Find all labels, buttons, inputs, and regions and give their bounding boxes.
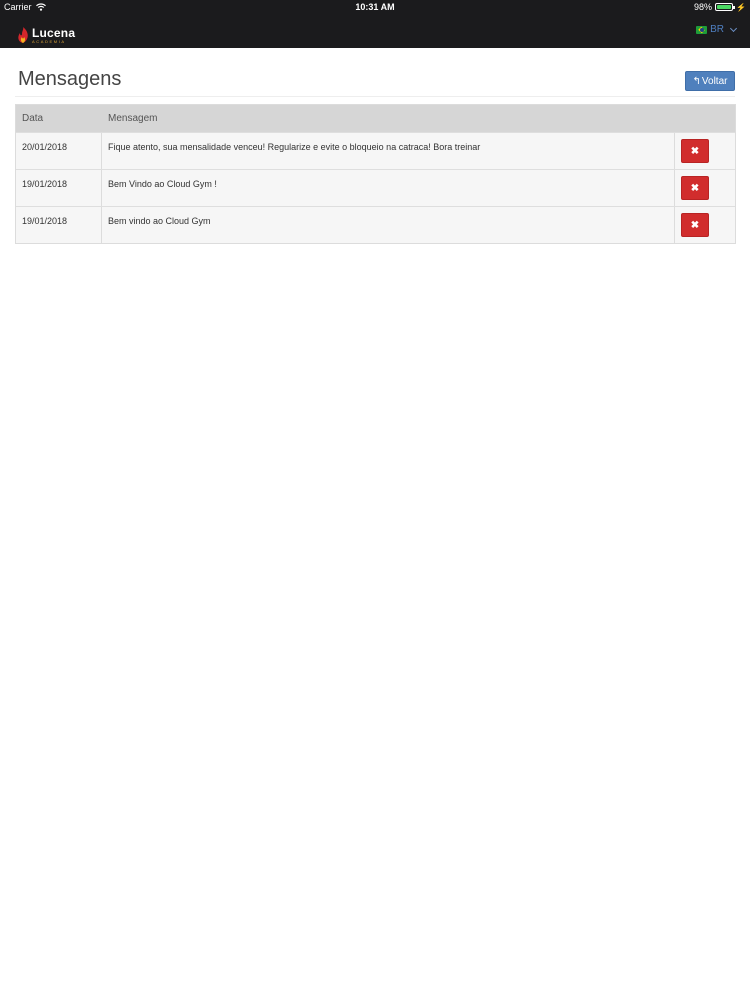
- column-header-message: Mensagem: [108, 113, 158, 124]
- table-row: [16, 169, 735, 206]
- column-header-actions: [675, 105, 735, 132]
- divider: [15, 96, 735, 97]
- carrier-label: Carrier: [4, 2, 32, 12]
- back-button-label: Voltar: [701, 75, 728, 87]
- row-message: Fique atento, sua mensalidade venceu! Regularize e evite o bloqueio na catraca! Bora treinar: [102, 133, 675, 169]
- status-time: 10:31 AM: [355, 2, 395, 12]
- battery-percent: 98%: [694, 2, 713, 12]
- column-header-date: Data: [22, 113, 44, 124]
- battery-icon: [715, 3, 733, 11]
- times-icon: ✖: [690, 145, 700, 157]
- back-button[interactable]: [685, 71, 735, 91]
- battery-group: [694, 2, 746, 12]
- brazil-flag-icon: [696, 26, 707, 34]
- row-date: 19/01/2018: [16, 170, 102, 206]
- row-date: 20/01/2018: [16, 133, 102, 169]
- row-actions: [675, 207, 735, 243]
- row-date: 19/01/2018: [16, 207, 102, 243]
- language-selector[interactable]: [696, 24, 736, 35]
- table-row: [16, 206, 735, 243]
- status-bar: [0, 0, 750, 14]
- language-label: BR: [710, 24, 724, 35]
- flame-logo-icon: [16, 26, 30, 44]
- row-actions: [675, 133, 735, 169]
- row-actions: [675, 170, 735, 206]
- reply-arrow-icon: ↰: [692, 75, 701, 87]
- charging-icon: ⚡: [736, 2, 746, 12]
- delete-button[interactable]: [681, 213, 709, 237]
- times-icon: ✖: [690, 182, 700, 194]
- logo: [16, 26, 75, 44]
- chevron-down-icon: [730, 24, 737, 31]
- delete-button[interactable]: [681, 139, 709, 163]
- logo-name: Lucena: [32, 25, 76, 40]
- logo-subtitle: ACADEMIA: [32, 38, 66, 44]
- page-title: Mensagens: [18, 68, 122, 90]
- table-header: [16, 105, 735, 132]
- row-message: Bem Vindo ao Cloud Gym !: [102, 170, 675, 206]
- messages-table: [15, 104, 736, 244]
- table-row: [16, 132, 735, 169]
- delete-button[interactable]: [681, 176, 709, 200]
- row-message: Bem vindo ao Cloud Gym: [102, 207, 675, 243]
- app-header: [0, 0, 750, 48]
- times-icon: ✖: [690, 219, 700, 231]
